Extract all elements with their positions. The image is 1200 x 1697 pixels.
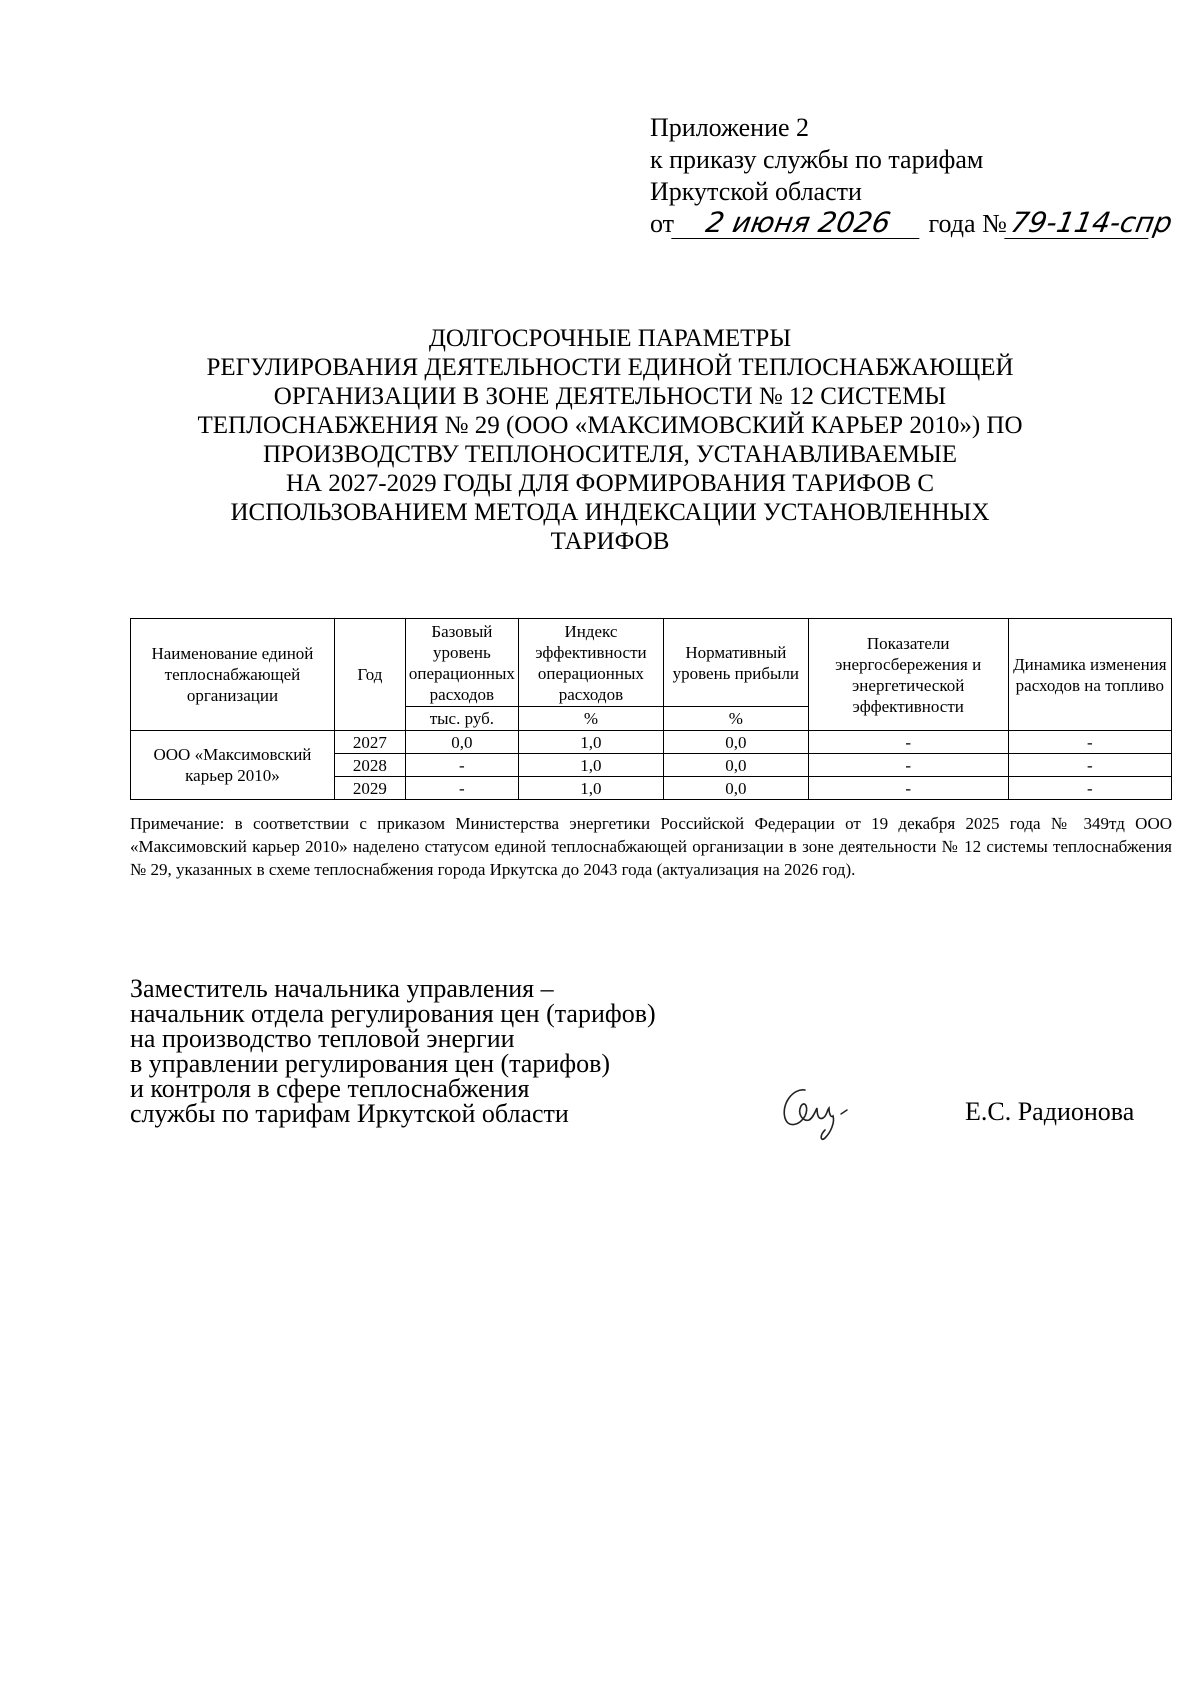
cell-profit: 0,0 [663, 731, 808, 754]
cell-index: 1,0 [518, 731, 663, 754]
annex-line-1: Приложение 2 [650, 113, 810, 142]
header-profit: Нормативный уровень прибыли [663, 619, 808, 707]
header-year: Год [334, 619, 405, 731]
table-row [131, 731, 1172, 754]
handwritten-signature [775, 1078, 875, 1148]
cell-fuel: - [1008, 754, 1171, 777]
signature-title-line: Заместитель начальника управления – [130, 974, 554, 1003]
title-line: ОРГАНИЗАЦИИ В ЗОНЕ ДЕЯТЕЛЬНОСТИ № 12 СИСТЕМЫ [273, 383, 947, 410]
cell-energy: - [808, 754, 1008, 777]
title-line: ТАРИФОВ [550, 528, 670, 555]
signature-title-line: на производство тепловой энергии [130, 1024, 515, 1053]
header-fuel: Динамика изменения расходов на топливо [1008, 619, 1171, 731]
cell-year: 2027 [334, 731, 405, 754]
cell-base: - [405, 777, 518, 800]
signer-name: Е.С. Радионова [965, 1097, 1135, 1126]
annex-line-3: Иркутской области [650, 177, 862, 206]
title-line: НА 2027-2029 ГОДЫ ДЛЯ ФОРМИРОВАНИЯ ТАРИФОВ С [285, 470, 935, 497]
title-line: РЕГУЛИРОВАНИЯ ДЕЯТЕЛЬНОСТИ ЕДИНОЙ ТЕПЛОСНАБЖАЮЩЕЙ [206, 354, 1014, 381]
handwritten-date: 2 июня 2026 [671, 208, 924, 239]
annex-mid: года № [928, 209, 1007, 238]
title-line: ИСПОЛЬЗОВАНИЕМ МЕТОДА ИНДЕКСАЦИИ УСТАНОВЛЕННЫХ [230, 499, 990, 526]
org-name-cell: ООО «Максимовский карьер 2010» [131, 731, 335, 800]
annex-line-2: к приказу службы по тарифам [650, 145, 984, 174]
unit-index: % [518, 707, 663, 731]
header-org: Наименование единой теплоснабжающей организации [131, 619, 335, 731]
signature-title-line: в управлении регулирования цен (тарифов) [130, 1049, 611, 1078]
header-index: Индекс эффективности операционных расходов [518, 619, 663, 707]
unit-profit: % [663, 707, 808, 731]
annex-prefix: от [650, 209, 675, 238]
cell-base: 0,0 [405, 731, 518, 754]
cell-fuel: - [1008, 777, 1171, 800]
cell-fuel: - [1008, 731, 1171, 754]
cell-energy: - [808, 731, 1008, 754]
signature-title-line: начальник отдела регулирования цен (тарифов) [130, 999, 656, 1028]
handwritten-number: 79-114-спр [1004, 208, 1153, 239]
unit-base: тыс. руб. [405, 707, 518, 731]
header-energy: Показатели энергосбережения и энергетической эффективности [808, 619, 1008, 731]
cell-profit: 0,0 [663, 777, 808, 800]
document-title [160, 324, 1060, 556]
cell-year: 2029 [334, 777, 405, 800]
header-base: Базовый уровень операционных расходов [405, 619, 518, 707]
title-line: ПРОИЗВОДСТВУ ТЕПЛОНОСИТЕЛЯ, УСТАНАВЛИВАЕМЫЕ [262, 441, 958, 468]
cell-index: 1,0 [518, 777, 663, 800]
signature-block [130, 976, 656, 1126]
parameters-table [130, 618, 1172, 800]
cell-base: - [405, 754, 518, 777]
cell-year: 2028 [334, 754, 405, 777]
annex-date-line [650, 206, 1175, 240]
signature-title-line: и контроля в сфере теплоснабжения [130, 1074, 530, 1103]
title-line: ТЕПЛОСНАБЖЕНИЯ № 29 (ООО «МАКСИМОВСКИЙ КАРЬЕР 2010») ПО [197, 412, 1023, 439]
cell-index: 1,0 [518, 754, 663, 777]
cell-profit: 0,0 [663, 754, 808, 777]
cell-energy: - [808, 777, 1008, 800]
annex-block [650, 112, 1175, 240]
table-note: Примечание: в соответствии с приказом Министерства энергетики Российской Федерации от 19 декабря 2025 года № 349тд ООО «Максимовский карьер 2010» наделено статусом единой теплоснабжающей организации в зоне деятельности № 12 системы теплоснабжения № 29, указанных в схеме теплоснабжения города Иркутска до 2043 года (актуализация на 2026 год). [130, 814, 1172, 879]
title-line: ДОЛГОСРОЧНЫЕ ПАРАМЕТРЫ [428, 325, 792, 352]
signature-title-line: службы по тарифам Иркутской области [130, 1099, 569, 1128]
